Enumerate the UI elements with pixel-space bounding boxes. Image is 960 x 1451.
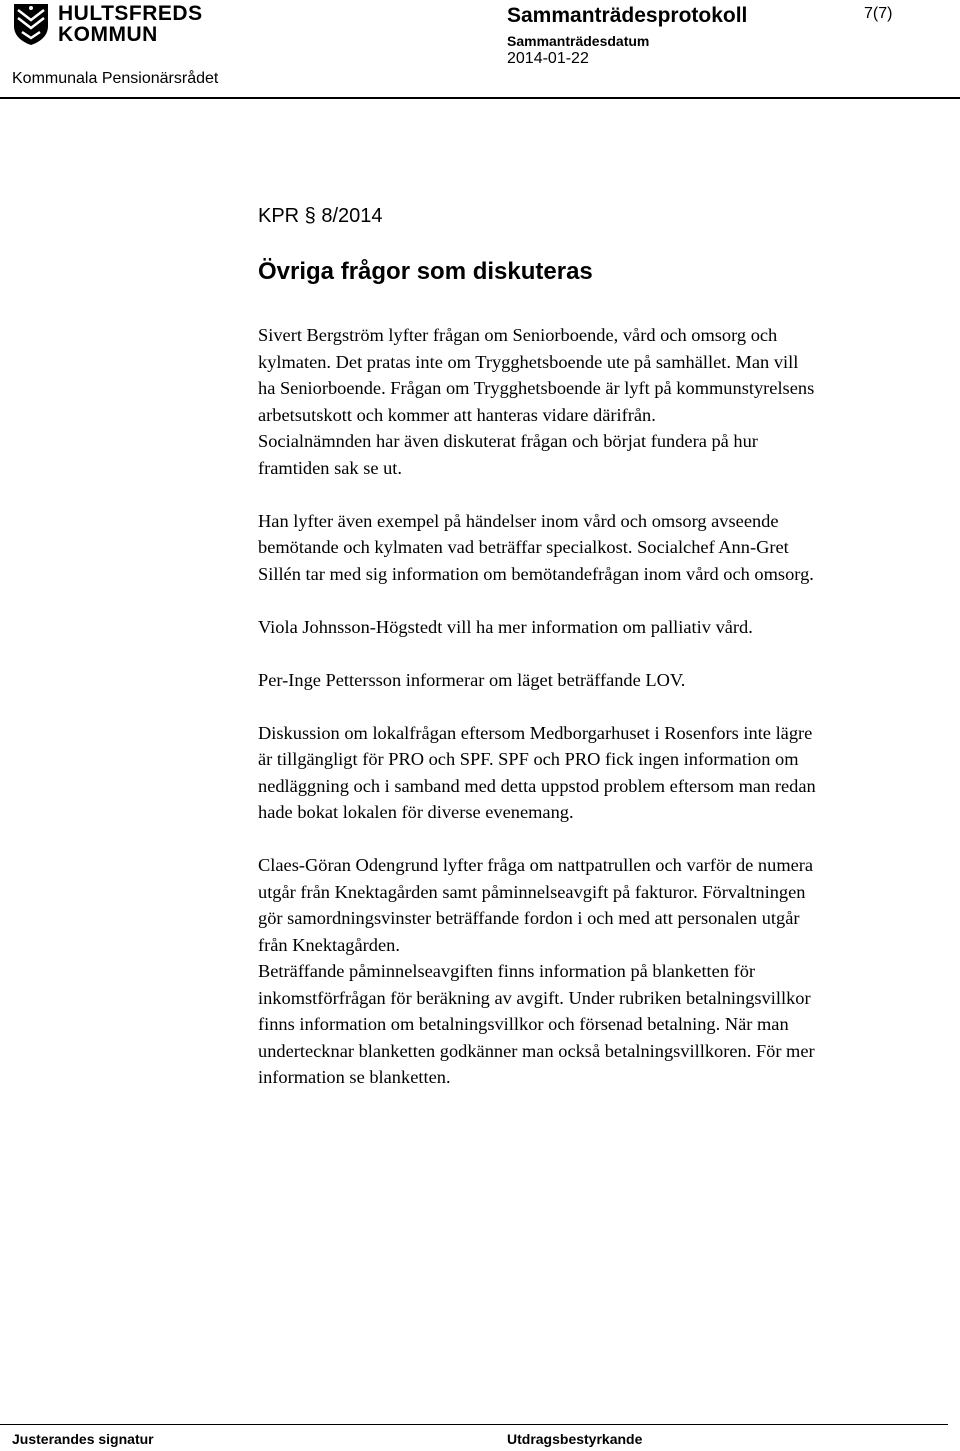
paragraph-seniorboende: Sivert Bergström lyfter frågan om Seniorboende, vård och omsorg och kylmaten. Det pratas inte om Trygghetsboende ute på samhället. Man vill ha Seniorboende. Frågan om Trygghetsboende är lyft på kommunstyrelsens arbetsutskott och kommer att hanteras vidare därifrån. Socialnämnden har även diskuterat frågan och börjat fundera på hur framtiden sak se ut. [258, 325, 815, 478]
logo-line-2: KOMMUN [58, 23, 158, 46]
paragraph-paminnelseavgift: Beträffande påminnelseavgiften finns information på blanketten för inkomstförfrågan för beräkning av avgift. Under rubriken betalningsvillkor finns information om betalningsvillkor och försenad betalning. När man undertecknar blanketten godkänner man också betalningsvillkoren. För mer information se blanketten. [258, 961, 815, 1087]
paragraph-bemotande: Han lyfter även exempel på händelser inom vård och omsorg avseende bemötande och kylmaten vad beträffar specialkost. Socialchef Ann-Gret Sillén tar med sig information om bemötandefrågan inom vård och omsorg. [258, 510, 814, 584]
signature-label: Justerandes signatur [12, 1431, 154, 1447]
meeting-date-label: Sammanträdesdatum [507, 33, 650, 49]
minutes-body [258, 322, 948, 1117]
header-divider [0, 97, 960, 99]
coat-of-arms-icon [12, 2, 50, 46]
document-title: Sammanträdesprotokoll [507, 4, 748, 27]
paragraph-lov: Per-Inge Pettersson informerar om läget beträffande LOV. [258, 669, 686, 690]
section-heading: Övriga frågor som diskuteras [258, 258, 593, 285]
logo-wordmark [58, 3, 203, 45]
footer-divider [0, 1424, 948, 1425]
case-number: KPR § 8/2014 [258, 205, 383, 227]
paragraph-nattpatrullen: Claes-Göran Odengrund lyfter fråga om nattpatrullen och varför de numera utgår från Knektagården samt påminnelseavgift på fakturor. Förvaltningen gör samordningsvinster beträffande fordon i och med att personalen utgår från Knektagården. [258, 855, 814, 955]
paragraph-lokalfragan: Diskussion om lokalfrågan eftersom Medborgarhuset i Rosenfors inte lägre är tillgängligt för PRO och SPF. SPF och PRO fick ingen information om nedläggning och i samband med detta uppstod problem eftersom man redan hade bokat lokalen för diverse evenemang. [258, 722, 816, 822]
certified-extract-label: Utdragsbestyrkande [507, 1431, 643, 1447]
organization-name: Kommunala Pensionärsrådet [12, 70, 219, 87]
meeting-date-value: 2014-01-22 [507, 50, 589, 67]
paragraph-palliativ-vard: Viola Johnsson-Högstedt vill ha mer information om palliativ vård. [258, 616, 753, 637]
page-number: 7(7) [864, 5, 893, 22]
logo-line-1: HULTSFREDS [58, 2, 203, 25]
municipality-logo [12, 2, 203, 46]
